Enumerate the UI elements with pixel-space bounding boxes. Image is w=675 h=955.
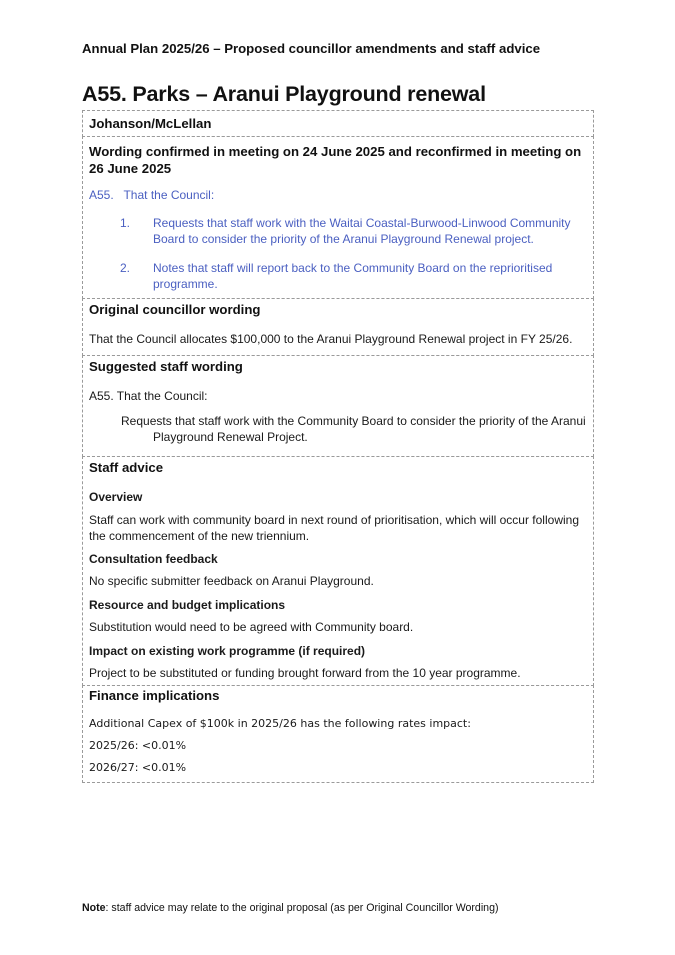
confirmed-wording-section bbox=[82, 136, 594, 299]
suggested-intro: A55. That the Council: bbox=[89, 389, 208, 403]
confirmed-wording-heading: Wording confirmed in meeting on 24 June 2025 and reconfirmed in meeting on 26 June 2025 bbox=[89, 144, 582, 176]
overview-heading: Overview bbox=[89, 490, 143, 504]
list-item bbox=[89, 215, 587, 247]
list-item-number: 2. bbox=[120, 261, 131, 275]
amendment-table bbox=[82, 111, 594, 783]
finance-heading: Finance implications bbox=[89, 688, 220, 703]
finance-text: Additional Capex of $100k in 2025/26 has the following rates impact: bbox=[89, 717, 471, 730]
footer-note bbox=[82, 902, 499, 914]
list-item bbox=[89, 260, 587, 292]
suggested-wording-heading: Suggested staff wording bbox=[89, 359, 243, 374]
suggested-wording-section bbox=[82, 355, 594, 457]
list-item-text: Requests that staff work with the Waitai Coastal-Burwood-Linwood Community Board to consider the priority of the Aranui Playground Renewal project. bbox=[153, 216, 571, 246]
staff-advice-heading: Staff advice bbox=[89, 460, 164, 475]
movers-names: Johanson/McLellan bbox=[89, 116, 212, 131]
original-wording-heading: Original councillor wording bbox=[89, 302, 261, 317]
consultation-text: No specific submitter feedback on Aranui Playground. bbox=[89, 574, 374, 588]
finance-line-2026: 2026/27: <0.01% bbox=[89, 761, 187, 774]
page-title: A55. Parks – Aranui Playground renewal bbox=[82, 82, 486, 106]
staff-advice-section bbox=[82, 456, 594, 686]
suggested-wording-text: Requests that staff work with the Community Board to consider the priority of the Aranui Playground Renewal Project. bbox=[121, 414, 586, 444]
resource-heading: Resource and budget implications bbox=[89, 598, 286, 612]
note-label: Note bbox=[82, 902, 106, 914]
overview-text: Staff can work with community board in next round of prioritisation, which will occur following the commencement of the new triennium. bbox=[89, 513, 579, 543]
original-wording-text: That the Council allocates $100,000 to the Aranui Playground Renewal project in FY 25/26. bbox=[89, 332, 573, 346]
list-item-text: Notes that staff will report back to the Community Board on the reprioritised programme. bbox=[153, 261, 553, 291]
document-header: Annual Plan 2025/26 – Proposed councillor amendments and staff advice bbox=[82, 41, 541, 56]
impact-heading: Impact on existing work programme (if required) bbox=[89, 644, 366, 658]
confirmed-intro: A55. That the Council: bbox=[89, 188, 215, 202]
finance-section bbox=[82, 685, 594, 783]
resource-text: Substitution would need to be agreed with Community board. bbox=[89, 620, 414, 634]
consultation-heading: Consultation feedback bbox=[89, 552, 218, 566]
note-text: : staff advice may relate to the original proposal (as per Original Councillor Wording) bbox=[105, 902, 499, 914]
confirmed-list bbox=[89, 215, 587, 292]
original-wording-section bbox=[82, 298, 594, 356]
list-item-number: 1. bbox=[120, 216, 131, 230]
impact-text: Project to be substituted or funding brought forward from the 10 year programme. bbox=[89, 666, 521, 680]
movers-section bbox=[82, 110, 594, 137]
finance-line-2025: 2025/26: <0.01% bbox=[89, 739, 187, 752]
